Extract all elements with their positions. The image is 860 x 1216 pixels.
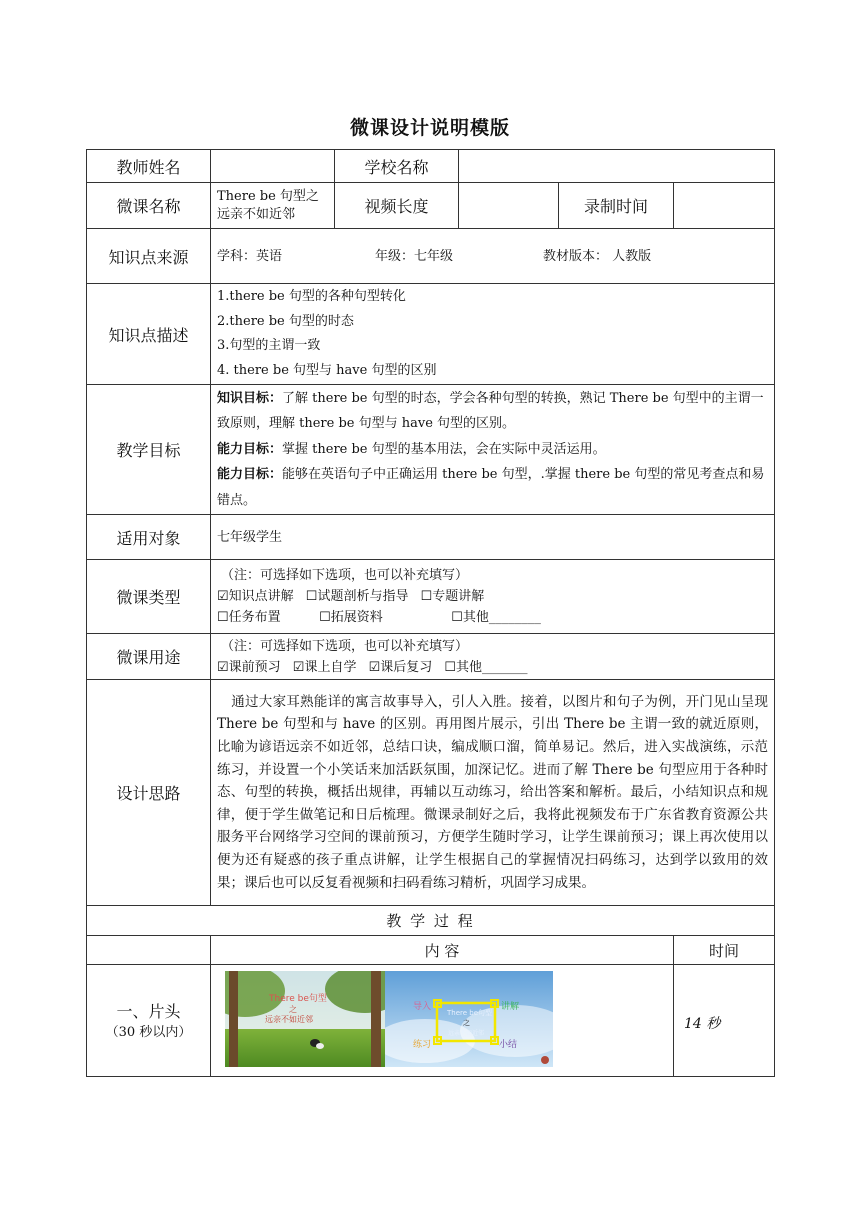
source-textbook: 教材版本： 人教版 bbox=[543, 248, 652, 264]
use-option-preview[interactable]: ☑课前预习 bbox=[217, 659, 281, 675]
goal-head: 能力目标： bbox=[217, 467, 283, 483]
course-name-value bbox=[211, 183, 335, 229]
type-hint: （注：可选择如下选项，也可以补充填写） bbox=[221, 568, 469, 583]
slide2-center-bottom: 远亲不如近邻 bbox=[448, 1030, 485, 1037]
type-option-extension[interactable]: ☐拓展资料 bbox=[319, 610, 383, 625]
goals-value bbox=[211, 385, 775, 515]
time-header: 时间 bbox=[674, 936, 775, 965]
audience-label: 适用对象 bbox=[87, 515, 211, 560]
page-title: 微课设计说明模版 bbox=[349, 117, 510, 139]
slide1-image bbox=[225, 971, 385, 1067]
slide2-image bbox=[385, 971, 553, 1067]
goal-ability bbox=[217, 437, 768, 463]
type-option-topic[interactable]: ☐专题讲解 bbox=[420, 589, 485, 604]
slide2-center-top: There be句型 bbox=[447, 1009, 493, 1017]
segment1-time: 14 秒 bbox=[674, 965, 775, 1077]
source-label: 知识点来源 bbox=[87, 229, 211, 284]
use-option-other[interactable]: ☐其他_______ bbox=[444, 659, 528, 675]
use-hint: （注：可选择如下选项，也可以补充填写） bbox=[221, 638, 469, 654]
slide1-title: There be句型 bbox=[269, 994, 327, 1004]
desc-value bbox=[211, 284, 775, 385]
slide1-sub2: 远亲不如近邻 bbox=[265, 1015, 313, 1024]
desc-item: 1.there be 句型的各种句型转化 bbox=[217, 289, 406, 304]
record-time-label: 录制时间 bbox=[559, 183, 674, 229]
source-grade: 年级：七年级 bbox=[375, 248, 454, 264]
goal-text: 了解 there be 句型的时态，学会各种句型的转换，熟记 There be 句型中的主谓一致原则，理解 there be 句型与 have 句型的区别。 bbox=[217, 390, 764, 432]
goal-text: 能够在英语句子中正确运用 there be 句型，.掌握 there be 句型的常见考查点和易错点。 bbox=[217, 467, 765, 508]
slide2-tr-label: 讲解 bbox=[501, 1002, 520, 1012]
goal-text: 掌握 there be 句型的基本用法，会在实际中灵活运用。 bbox=[282, 441, 606, 457]
use-value bbox=[211, 634, 775, 680]
goal-ability-2 bbox=[217, 462, 768, 513]
type-option-knowledge[interactable]: ☑知识点讲解 bbox=[217, 589, 294, 604]
school-value[interactable] bbox=[459, 150, 775, 183]
source-value bbox=[211, 229, 775, 284]
type-option-other[interactable]: ☐其他________ bbox=[451, 610, 541, 625]
segment1-content bbox=[211, 965, 674, 1077]
desc-item: 3.句型的主谓一致 bbox=[217, 338, 321, 353]
segment1-label: 一、片头 bbox=[116, 1001, 181, 1021]
slide2-center-mid: 之 bbox=[463, 1019, 470, 1027]
record-time-value[interactable] bbox=[674, 183, 775, 229]
segment1-label-cell bbox=[87, 965, 211, 1077]
design-value bbox=[211, 680, 775, 906]
slide1-sub1: 之 bbox=[289, 1005, 297, 1014]
source-subject: 学科：英语 bbox=[217, 248, 283, 264]
use-option-selfstudy[interactable]: ☑课上自学 bbox=[292, 659, 357, 675]
design-text: 通过大家耳熟能详的寓言故事导入，引人入胜。接着，以图片和句子为例，开门见山呈现 There be 句型和与 have 的区别。再用图片展示，引出 There be 主谓一致的就近原则，比喻为谚语远亲不如近邻，总结口诀，编成顺口溜，简单易记。然后，进入实战演练，示范练习，并设置一个小笑话来加活跃氛围，加深记忆。进而了解 There be 句型应用于各种时态、句型的转换，概括出规律，再辅以互动练习，给出答案和解析。最后，小结知识点和规律，便于学生做笔记和日后梳理。微课录制好之后，我将此视频发布于广东省教育资源公共服务平台网络学习空间的课前预习，方便学生随时学习，让学生课前预习；课上再次使用以便为还有疑惑的孩子重点讲解，让学生根据自己的掌握情况扫码练习，达到学以致用的效果；课后也可以反复看视频和扫码看练习精析，巩固学习成果。 bbox=[217, 693, 769, 891]
course-name-line2: 远亲不如近邻 bbox=[217, 206, 296, 222]
desc-item: 2.there be 句型的时态 bbox=[217, 313, 354, 329]
use-options bbox=[211, 657, 774, 678]
type-option-exam[interactable]: ☐试题剖析与指导 bbox=[305, 589, 409, 604]
course-name-line1: There be 句型之 bbox=[217, 188, 319, 204]
slide2-br-label: 小结 bbox=[499, 1040, 518, 1050]
type-options-row2 bbox=[211, 607, 774, 628]
design-table bbox=[86, 149, 775, 1077]
goal-head: 能力目标： bbox=[217, 441, 283, 457]
design-label: 设计思路 bbox=[87, 680, 211, 906]
video-length-label: 视频长度 bbox=[335, 183, 459, 229]
school-label: 学校名称 bbox=[335, 150, 459, 183]
desc-label: 知识点描述 bbox=[87, 284, 211, 385]
type-label: 微课类型 bbox=[87, 560, 211, 634]
video-length-value[interactable] bbox=[459, 183, 559, 229]
goal-head: 知识目标： bbox=[217, 390, 283, 406]
process-empty-cell bbox=[87, 936, 211, 965]
goal-knowledge bbox=[217, 386, 768, 437]
type-value bbox=[211, 560, 775, 634]
type-options-row1 bbox=[211, 586, 774, 607]
use-option-review[interactable]: ☑课后复习 bbox=[368, 659, 433, 675]
use-label: 微课用途 bbox=[87, 634, 211, 680]
teacher-name-value[interactable] bbox=[211, 150, 335, 183]
slide2-tl-label: 导入 bbox=[413, 1002, 432, 1012]
goals-label: 教学目标 bbox=[87, 385, 211, 515]
slide2-bl-label: 练习 bbox=[413, 1040, 432, 1050]
process-header: 教 学 过 程 bbox=[87, 906, 775, 936]
teacher-name-label: 教师姓名 bbox=[87, 150, 211, 183]
audience-value: 七年级学生 bbox=[211, 515, 775, 560]
course-name-label: 微课名称 bbox=[87, 183, 211, 229]
type-option-task[interactable]: ☐任务布置 bbox=[217, 610, 281, 625]
segment1-note: （30 秒以内） bbox=[105, 1024, 192, 1040]
content-header: 内 容 bbox=[211, 936, 674, 965]
desc-item: 4. there be 句型与 have 句型的区别 bbox=[217, 362, 437, 378]
